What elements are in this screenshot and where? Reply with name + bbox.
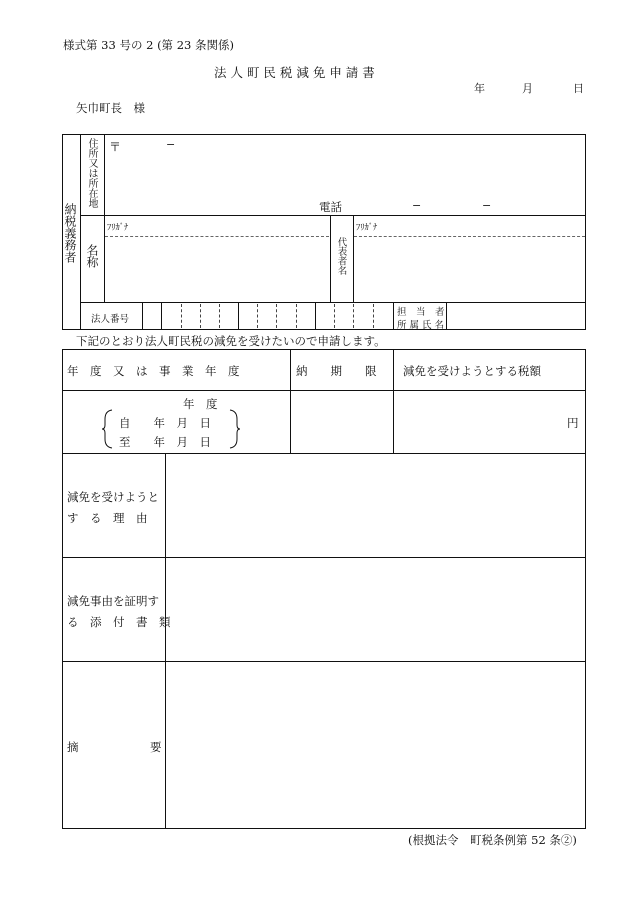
fiscal-year-label: 年 度	[183, 397, 218, 411]
date-month: 月	[522, 82, 533, 95]
reason-label-1: 減免を受けようと	[67, 490, 159, 504]
staff-label-1: 担 当 者	[397, 307, 445, 318]
taxpayer-group-label: 納税義務者	[63, 203, 77, 263]
page-title: 法 人 町 民 税 減 免 申 請 書	[214, 65, 375, 80]
corp-number-field[interactable]	[143, 303, 392, 329]
remarks-label-left: 摘	[67, 740, 79, 754]
representative-label: 代表者名	[335, 237, 347, 275]
col-header-due-date: 納 期 限	[296, 364, 377, 378]
remarks-label-right: 要	[150, 740, 162, 754]
staff-label-2: 所 属 氏 名	[397, 320, 445, 331]
representative-field[interactable]	[356, 240, 584, 300]
furigana-label-1: ﾌﾘｶﾞﾅ	[107, 223, 129, 233]
phone-dash-1: −	[412, 199, 422, 212]
right-bracket	[228, 409, 240, 449]
address-label: 住所又は所在地	[86, 138, 97, 208]
application-statement: 下記のとおり法人町民税の減免を受けたいので申請します。	[76, 334, 386, 348]
reason-field[interactable]	[167, 455, 584, 555]
attachments-label-1: 減免事由を証明す	[67, 594, 159, 608]
date-day: 日	[573, 82, 584, 95]
addressee: 矢巾町長 様	[76, 101, 145, 115]
phone-dash-2: −	[482, 199, 492, 212]
reason-label-2: す る 理 由	[67, 511, 148, 525]
remarks-field[interactable]	[167, 663, 584, 827]
name-field[interactable]	[106, 240, 328, 300]
postal-dash: −	[166, 138, 176, 151]
col-header-tax-amount: 減免を受けようとする税額	[403, 364, 541, 378]
due-date-field[interactable]	[292, 392, 392, 452]
phone-label: 電話	[319, 200, 342, 214]
left-bracket	[102, 409, 114, 449]
furigana-label-2: ﾌﾘｶﾞﾅ	[356, 223, 378, 233]
name-label: 名称	[85, 244, 99, 268]
from-date-label: 自 年 月 日	[119, 416, 211, 430]
attachments-label-2: る 添 付 書 類	[67, 615, 171, 629]
attachments-field[interactable]	[167, 559, 584, 659]
legal-basis-note: (根拠法令 町税条例第 52 条②)	[408, 833, 577, 847]
col-header-fiscal-year: 年 度 又 は 事 業 年 度	[67, 364, 240, 378]
corp-number-label: 法人番号	[91, 314, 130, 325]
address-field[interactable]	[120, 150, 580, 195]
tax-amount-field[interactable]	[395, 392, 560, 452]
to-date-label: 至 年 月 日	[119, 435, 211, 449]
date-year: 年	[474, 82, 485, 95]
form-number: 様式第 33 号の 2 (第 23 条関係)	[63, 38, 234, 52]
staff-field[interactable]	[448, 303, 584, 329]
yen-unit: 円	[567, 416, 579, 430]
postal-mark: 〒	[109, 140, 122, 154]
